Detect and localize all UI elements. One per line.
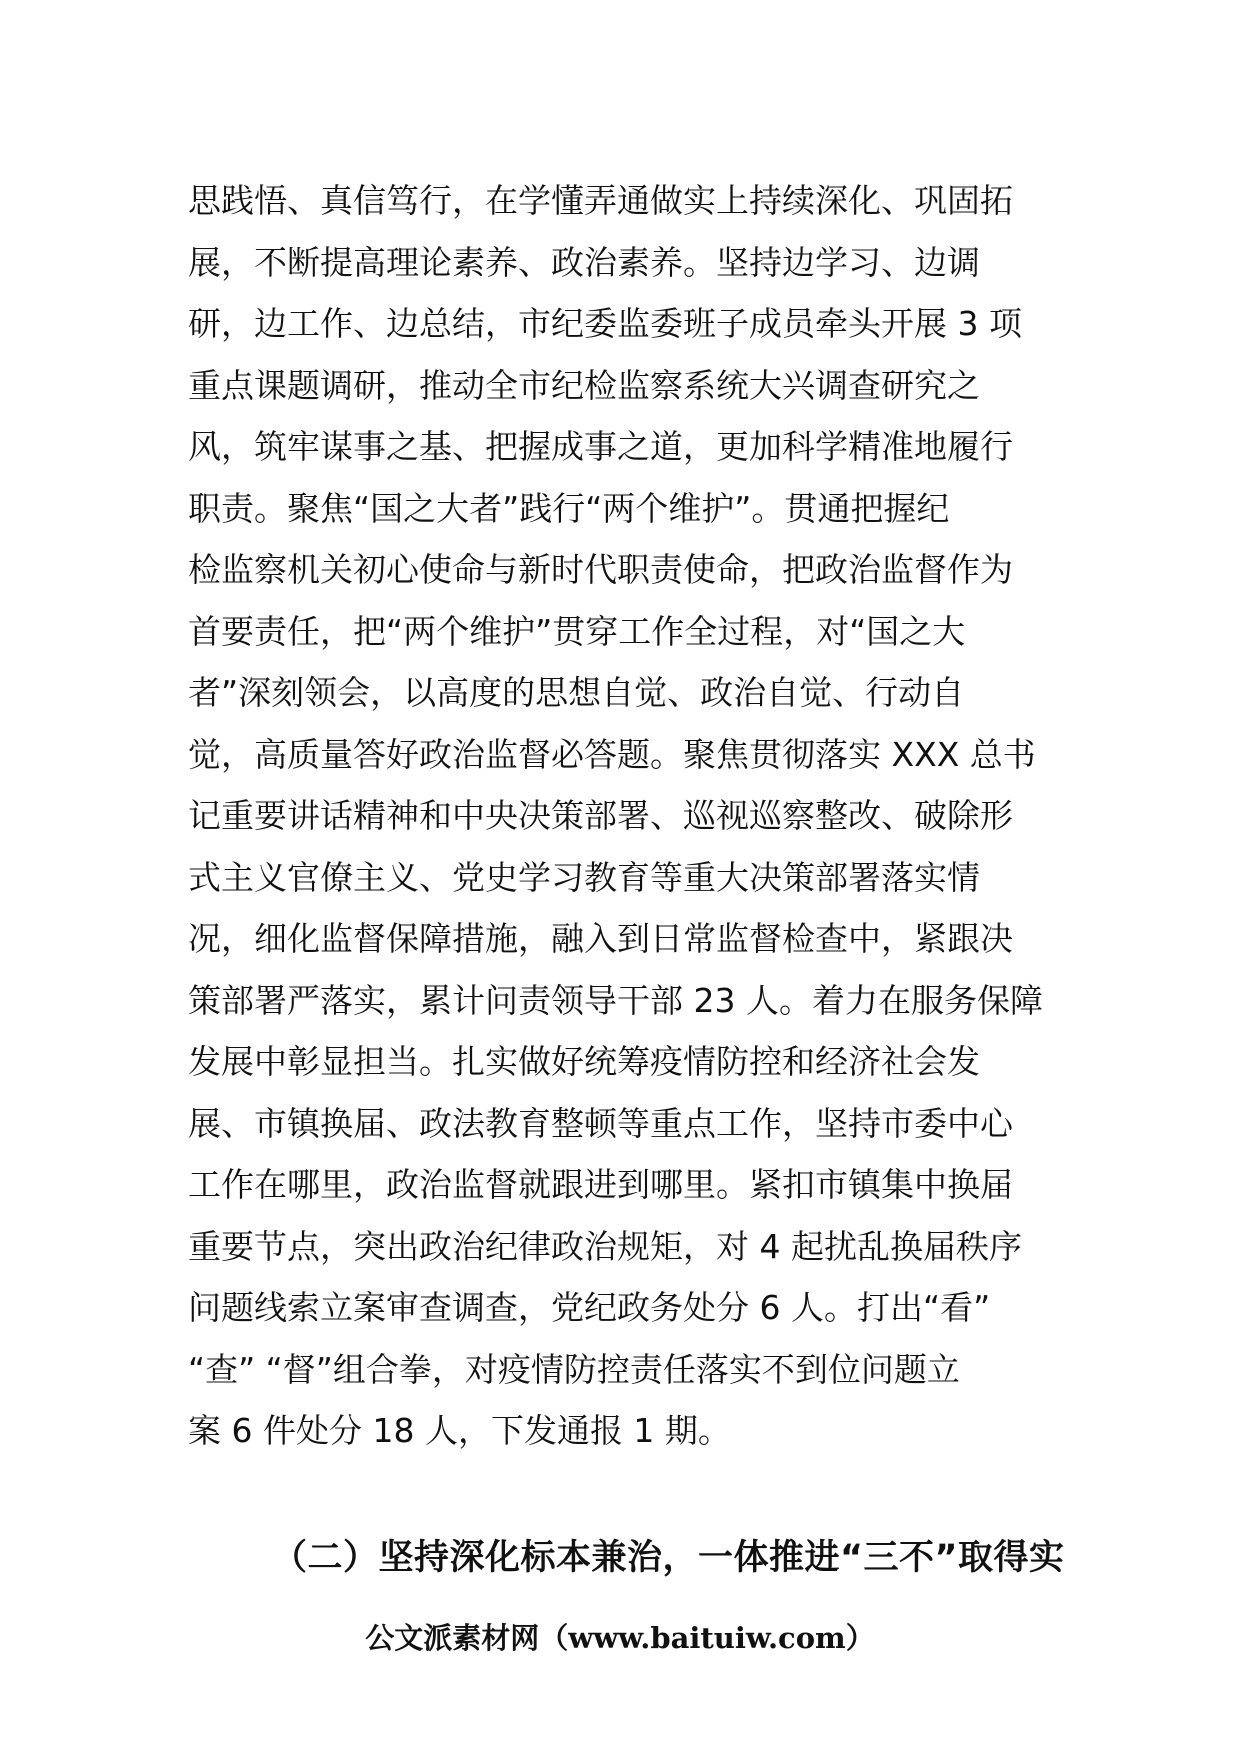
text-line: 展，不断提高理论素养、政治素养。坚持边学习、边调: [188, 242, 980, 282]
footer-watermark: 公文派素材网（www.baituiw.com）: [365, 1621, 875, 1655]
text-line: “查” “督”组合拳，对疫情防控责任落实不到位问题立: [188, 1349, 960, 1389]
text-line: 况，细化监督保障措施，融入到日常监督检查中，紧跟决: [188, 919, 1013, 958]
text-line: 展、市镇换届、政法教育整顿等重点工作，坚持市委中心: [188, 1103, 1013, 1143]
text-line: 案 6 件处分 18 人，下发通报 1 期。: [188, 1411, 731, 1450]
text-line: 问题线索立案审查调查，党纪政务处分 6 人。打出“看”: [188, 1288, 991, 1327]
text-line: 职责。聚焦“国之大者”践行“两个维护”。贯通把握纪: [188, 488, 950, 528]
text-line: 者”深刻领会，以高度的思想自觉、政治自觉、行动自: [188, 673, 965, 712]
text-line: 研，边工作、边总结，市纪委监委班子成员牵头开展 3 项: [188, 304, 1022, 343]
text-line: 发展中彰显担当。扎实做好统筹疫情防控和经济社会发: [188, 1042, 980, 1081]
text-line: 风，筑牢谋事之基、把握成事之道，更加科学精准地履行: [188, 427, 1013, 466]
text-line: 式主义官僚主义、党史学习教育等重大决策部署落实情: [188, 857, 980, 897]
text-line: 记重要讲话精神和中央决策部署、巡视巡察整改、破除形: [188, 796, 1013, 835]
text-line: 重点课题调研，推动全市纪检监察系统大兴调查研究之: [188, 365, 980, 405]
text-line: 工作在哪里，政治监督就跟进到哪里。紧扣市镇集中换届: [188, 1165, 1013, 1204]
text-line: 重要节点，突出政治纪律政治规矩，对 4 起扰乱换届秩序: [188, 1226, 1022, 1266]
text-line: 首要责任，把“两个维护”贯穿工作全过程，对“国之大: [188, 611, 966, 651]
text-line: 思践悟、真信笃行，在学懂弄通做实上持续深化、巩固拓: [188, 181, 1013, 220]
text-line: 策部署严落实，累计问责领导干部 23 人。着力在服务保障: [188, 980, 1043, 1020]
text-line: 觉，高质量答好政治监督必答题。聚焦贯彻落实 XXX 总书: [188, 734, 1036, 774]
section-heading: （二）坚持深化标本兼治，一体推进“三不”取得实: [272, 1538, 1065, 1578]
text-line: 检监察机关初心使命与新时代职责使命，把政治监督作为: [188, 550, 1013, 589]
body-text: [188, 170, 1058, 1462]
